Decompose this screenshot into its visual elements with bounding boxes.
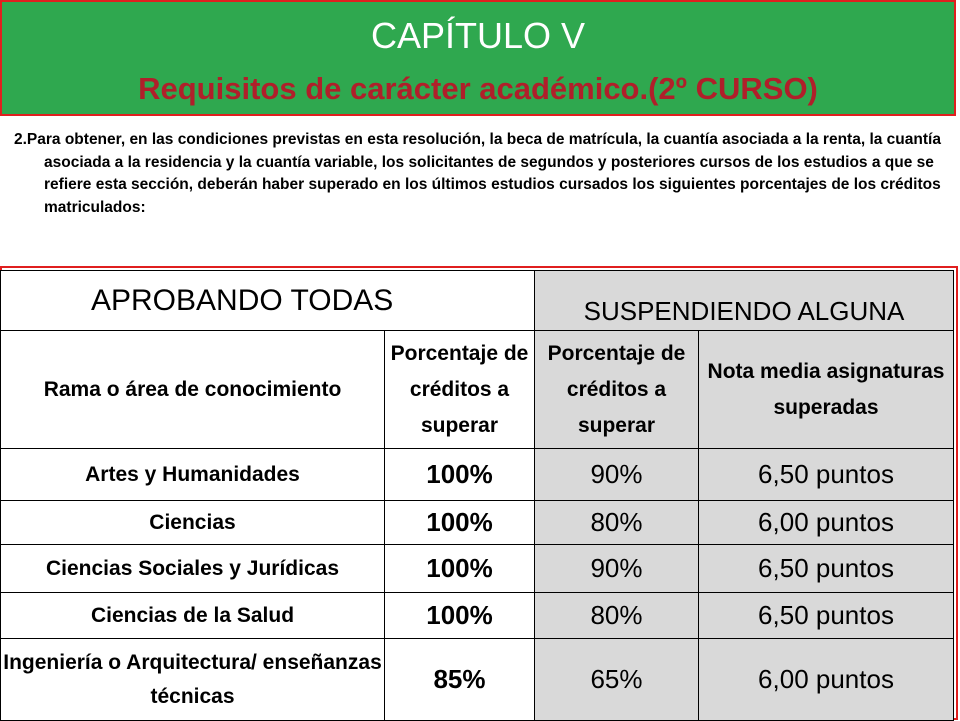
table-row [1, 545, 954, 593]
row-pct-all: 100% [385, 545, 535, 593]
requirements-text: 2.Para obtener, en las condiciones previstas en esta resolución, la beca de matrícula, la cuantía asociada a la renta, la cuantía asociada a la residencia y la cuantía variable, los solicitantes de segundos y posteriores cursos de los estudios a que se refiere esta sección, deberán haber superado en los últimos estudios cursados los siguientes porcentajes de los créditos matriculados: [14, 131, 941, 216]
col-header-nota: Nota media asignaturas superadas [699, 331, 954, 449]
table-row [1, 593, 954, 639]
table-row [1, 639, 954, 721]
row-nota: 6,50 puntos [699, 545, 954, 593]
row-area: Ingeniería o Arquitectura/ enseñanzas técnicas [1, 639, 385, 721]
row-area: Artes y Humanidades [1, 449, 385, 501]
chapter-title: CAPÍTULO V [370, 15, 586, 56]
row-nota: 6,00 puntos [699, 501, 954, 545]
group-header-row [1, 271, 954, 331]
row-nota: 6,50 puntos [699, 593, 954, 639]
requirements-table [0, 270, 954, 721]
col-header-area: Rama o área de conocimiento [1, 331, 385, 449]
row-pct-all: 100% [385, 593, 535, 639]
row-pct-some: 80% [535, 593, 699, 639]
col-header-pct-some: Porcentaje de créditos a superar [535, 331, 699, 449]
row-area: Ciencias Sociales y Jurídicas [1, 545, 385, 593]
group-aprobando-todas: APROBANDO TODAS [1, 271, 535, 331]
row-pct-all: 100% [385, 449, 535, 501]
column-header-row [1, 331, 954, 449]
row-pct-some: 90% [535, 449, 699, 501]
row-pct-all: 100% [385, 501, 535, 545]
col-header-pct-all: Porcentaje de créditos a superar [385, 331, 535, 449]
requirements-paragraph [14, 129, 949, 266]
row-area: Ciencias [1, 501, 385, 545]
group-suspendiendo-alguna: SUSPENDIENDO ALGUNA [535, 271, 954, 331]
table-row [1, 501, 954, 545]
table-row [1, 449, 954, 501]
row-pct-some: 65% [535, 639, 699, 721]
row-pct-some: 90% [535, 545, 699, 593]
row-nota: 6,00 puntos [699, 639, 954, 721]
row-nota: 6,50 puntos [699, 449, 954, 501]
row-pct-all: 85% [385, 639, 535, 721]
row-pct-some: 80% [535, 501, 699, 545]
chapter-subtitle: Requisitos de carácter académico.(2º CURSO) [138, 71, 818, 106]
row-area: Ciencias de la Salud [1, 593, 385, 639]
chapter-header [0, 0, 956, 116]
